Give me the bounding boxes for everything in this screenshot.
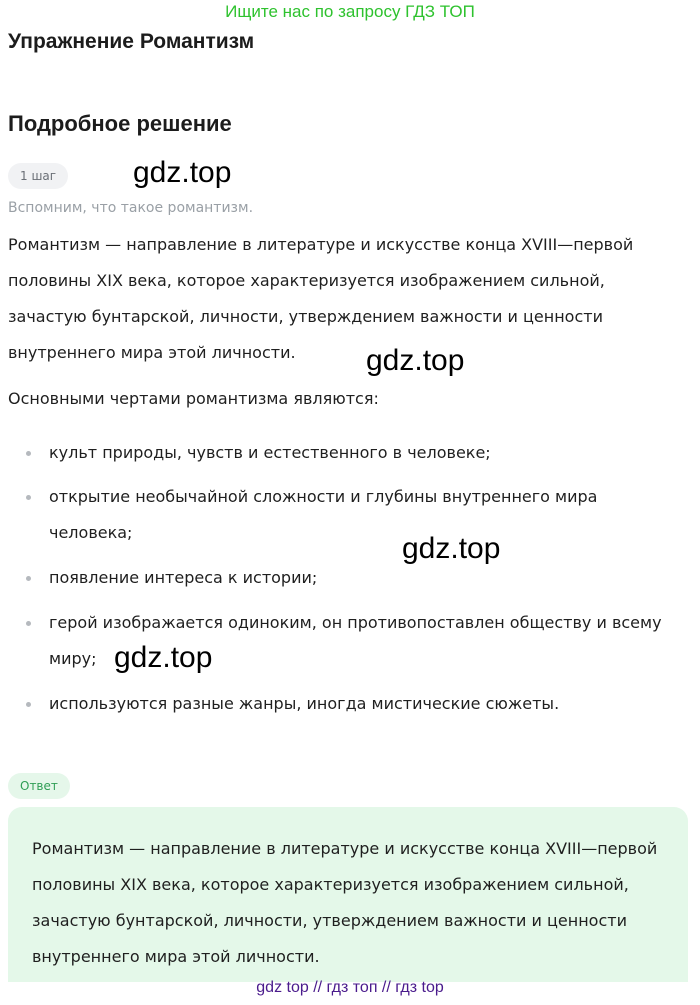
search-banner: Ищите нас по запросу ГДЗ ТОП <box>225 2 475 21</box>
watermark: gdz.top <box>133 156 232 189</box>
page-title: Упражнение Романтизм <box>8 30 255 53</box>
step-hint: Вспомним, что такое романтизм. <box>8 200 254 216</box>
watermark: gdz.top <box>114 641 213 674</box>
answer-badge: Ответ <box>8 773 70 799</box>
definition-text: Романтизм — направление в литературе и искусстве конца XVIII—первой половины XIX века, которое характеризуется изображением сильной, зачастую бунтарской, личности, утверждением важности и ценности внутреннего мира этой личности. <box>8 235 634 362</box>
bullet-icon <box>26 576 31 581</box>
watermark: gdz.top <box>402 532 501 565</box>
watermark: gdz.top <box>366 344 465 377</box>
bullet-icon <box>26 451 31 456</box>
list-item-text: герой изображается одиноким, он противопоставлен обществу и всему миру; <box>49 613 662 668</box>
bullet-icon <box>26 621 31 626</box>
list-item-text: появление интереса к истории; <box>49 568 318 587</box>
bullet-icon <box>26 495 31 500</box>
step-badge: 1 шаг <box>8 163 68 189</box>
list-item-text: используются разные жанры, иногда мистические сюжеты. <box>49 694 560 713</box>
features-intro: Основными чертами романтизма являются: <box>8 389 379 408</box>
footer-links[interactable]: gdz top // гдз топ // гдз top <box>256 979 444 996</box>
bullet-icon <box>26 702 31 707</box>
solution-heading: Подробное решение <box>8 111 232 136</box>
answer-box <box>8 807 688 982</box>
answer-text: Романтизм — направление в литературе и искусстве конца XVIII—первой половины XIX века, которое характеризуется изображением сильной, зачастую бунтарской, личности, утверждением важности и ценности внутреннего мира этой личности. <box>32 839 658 966</box>
list-item-text: открытие необычайной сложности и глубины внутреннего мира человека; <box>49 487 598 542</box>
list-item-text: культ природы, чувств и естественного в человеке; <box>49 443 491 462</box>
